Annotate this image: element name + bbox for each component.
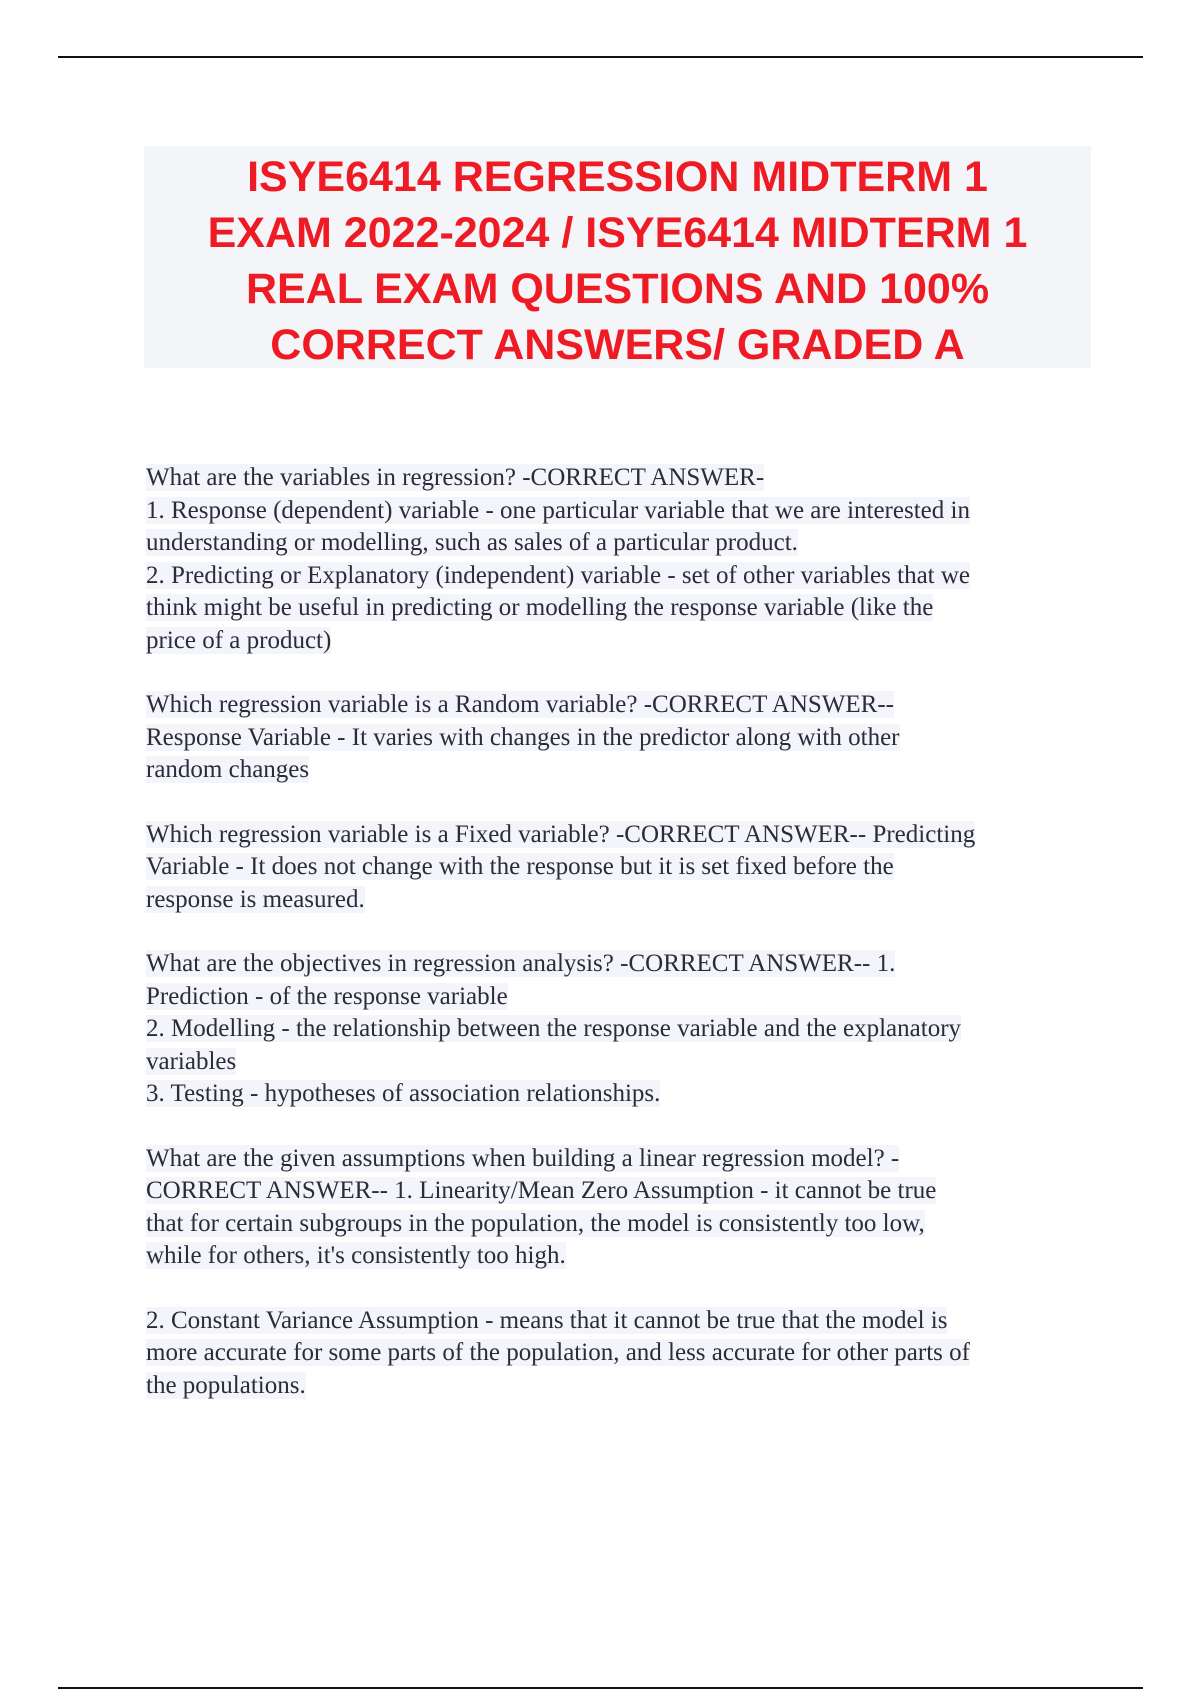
text-line: 1. Response (dependent) variable - one particular variable that we are interested in <box>146 496 970 524</box>
text-line: response is measured. <box>146 885 365 913</box>
text-line: 3. Testing - hypotheses of association relationships. <box>146 1080 661 1107</box>
text-line: variables <box>146 1047 237 1075</box>
text-line: Prediction - of the response variable <box>146 982 508 1010</box>
top-rule <box>58 56 1143 58</box>
text-line: What are the variables in regression? -CORRECT ANSWER- <box>146 464 765 491</box>
text-line: 2. Modelling - the relationship between the response variable and the explanatory <box>146 1015 962 1042</box>
qa-block-random-variable <box>146 689 1096 787</box>
text-line: random changes <box>146 756 310 783</box>
document-title-line: REAL EXAM QUESTIONS AND 100% <box>245 265 990 313</box>
text-line: while for others, it's consistently too high. <box>146 1242 566 1269</box>
text-line: CORRECT ANSWER-- 1. Linearity/Mean Zero Assumption - it cannot be true <box>146 1177 937 1204</box>
bottom-rule <box>58 1687 1143 1689</box>
text-line: Which regression variable is a Random variable? -CORRECT ANSWER-- <box>146 691 894 718</box>
text-line: understanding or modelling, such as sales of a particular product. <box>146 529 798 556</box>
text-line: more accurate for some parts of the population, and less accurate for other parts of <box>146 1339 970 1366</box>
text-line: Variable - It does not change with the response but it is set fixed before the <box>146 853 894 880</box>
text-line: Which regression variable is a Fixed variable? -CORRECT ANSWER-- Predicting <box>146 820 976 848</box>
document-title-box <box>144 146 1091 368</box>
text-line: 2. Constant Variance Assumption - means that it cannot be true that the model is <box>146 1306 948 1334</box>
qa-content <box>146 462 1096 1434</box>
qa-block-constant-variance <box>146 1305 1096 1403</box>
text-line: the populations. <box>146 1371 306 1399</box>
text-line: Response Variable - It varies with changes in the predictor along with other <box>146 723 900 751</box>
qa-block-assumptions <box>146 1143 1096 1273</box>
document-title-line: CORRECT ANSWERS/ GRADED A <box>270 321 965 369</box>
document-title-line: EXAM 2022-2024 / ISYE6414 MIDTERM 1 <box>207 209 1028 257</box>
qa-block-objectives <box>146 948 1096 1111</box>
text-line: think might be useful in predicting or modelling the response variable (like the <box>146 594 934 621</box>
document-title-line: ISYE6414 REGRESSION MIDTERM 1 <box>247 153 988 201</box>
text-line: What are the objectives in regression analysis? -CORRECT ANSWER-- 1. <box>146 950 896 977</box>
text-line: What are the given assumptions when building a linear regression model? - <box>146 1144 900 1172</box>
text-line: 2. Predicting or Explanatory (independent) variable - set of other variables that we <box>146 561 971 589</box>
qa-block-variables <box>146 462 1096 657</box>
text-line: that for certain subgroups in the population, the model is consistently too low, <box>146 1209 925 1237</box>
text-line: price of a product) <box>146 626 332 654</box>
qa-block-fixed-variable <box>146 819 1096 917</box>
